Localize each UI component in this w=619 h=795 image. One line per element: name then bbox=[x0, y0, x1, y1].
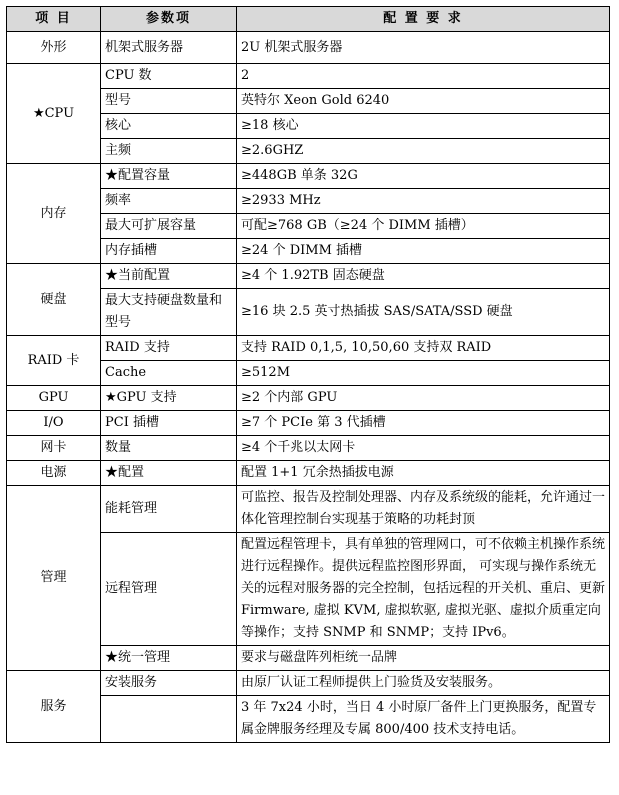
param-cell: 远程管理 bbox=[101, 533, 237, 646]
value-cell: ≥16 块 2.5 英寸热插拔 SAS/SATA/SSD 硬盘 bbox=[237, 289, 610, 336]
category-cell: 电源 bbox=[7, 461, 101, 486]
param-cell: 最大支持硬盘数量和型号 bbox=[101, 289, 237, 336]
value-cell: ≥2933 MHz bbox=[237, 189, 610, 214]
category-cell: 网卡 bbox=[7, 436, 101, 461]
table-row bbox=[7, 436, 610, 461]
category-cell: 服务 bbox=[7, 671, 101, 743]
table-row bbox=[7, 32, 610, 64]
category-cell: I/O bbox=[7, 411, 101, 436]
value-cell: 2U 机架式服务器 bbox=[237, 32, 610, 64]
param-cell: 主频 bbox=[101, 139, 237, 164]
value-cell: 配置 1+1 冗余热插拔电源 bbox=[237, 461, 610, 486]
param-cell: 能耗管理 bbox=[101, 486, 237, 533]
param-cell: ★GPU 支持 bbox=[101, 386, 237, 411]
param-cell: 型号 bbox=[101, 89, 237, 114]
value-cell: ≥4 个 1.92TB 固态硬盘 bbox=[237, 264, 610, 289]
category-cell: GPU bbox=[7, 386, 101, 411]
param-cell: ★统一管理 bbox=[101, 646, 237, 671]
param-cell: 安装服务 bbox=[101, 671, 237, 696]
value-cell: 由原厂认证工程师提供上门验货及安装服务。 bbox=[237, 671, 610, 696]
category-cell: 内存 bbox=[7, 164, 101, 264]
value-cell: 英特尔 Xeon Gold 6240 bbox=[237, 89, 610, 114]
param-cell: 频率 bbox=[101, 189, 237, 214]
table-row bbox=[7, 461, 610, 486]
category-cell: ★CPU bbox=[7, 64, 101, 164]
value-cell: ≥2 个内部 GPU bbox=[237, 386, 610, 411]
header-row bbox=[7, 7, 610, 32]
table-row bbox=[7, 64, 610, 89]
param-cell: ★配置容量 bbox=[101, 164, 237, 189]
table-row bbox=[7, 486, 610, 533]
table-row bbox=[7, 164, 610, 189]
value-cell: ≥4 个千兆以太网卡 bbox=[237, 436, 610, 461]
spec-table bbox=[6, 6, 610, 743]
table-row bbox=[7, 411, 610, 436]
value-cell: 2 bbox=[237, 64, 610, 89]
header-requirement: 配 置 要 求 bbox=[237, 7, 610, 32]
param-cell: 内存插槽 bbox=[101, 239, 237, 264]
table-row bbox=[7, 671, 610, 696]
value-cell: ≥448GB 单条 32G bbox=[237, 164, 610, 189]
value-cell: 配置远程管理卡，具有单独的管理网口，可不依赖主机操作系统进行远程操作。提供远程监控图形界面， 可实现与操作系统无关的远程对服务器的完全控制，包括远程的开关机、重启、更新 Firmware, 虚拟 KVM, 虚拟软驱, 虚拟光驱、虚拟介质重定向等操作；支持 SNMP 和 SNMP；支持 IPv6。 bbox=[237, 533, 610, 646]
value-cell: 3 年 7x24 小时，当日 4 小时原厂备件上门更换服务，配置专属金牌服务经理及专属 800/400 技术支持电话。 bbox=[237, 696, 610, 743]
table-row bbox=[7, 386, 610, 411]
value-cell: 可监控、报告及控制处理器、内存及系统级的能耗，允许通过一体化管理控制台实现基于策略的功耗封顶 bbox=[237, 486, 610, 533]
category-cell: 硬盘 bbox=[7, 264, 101, 336]
param-cell: RAID 支持 bbox=[101, 336, 237, 361]
table-row bbox=[7, 264, 610, 289]
value-cell: 要求与磁盘阵列柜统一品牌 bbox=[237, 646, 610, 671]
header-item: 项 目 bbox=[7, 7, 101, 32]
value-cell: ≥2.6GHZ bbox=[237, 139, 610, 164]
param-cell bbox=[101, 696, 237, 743]
value-cell: ≥512M bbox=[237, 361, 610, 386]
value-cell: ≥18 核心 bbox=[237, 114, 610, 139]
value-cell: ≥7 个 PCIe 第 3 代插槽 bbox=[237, 411, 610, 436]
header-param: 参数项 bbox=[101, 7, 237, 32]
category-cell: 管理 bbox=[7, 486, 101, 671]
param-cell: CPU 数 bbox=[101, 64, 237, 89]
value-cell: ≥24 个 DIMM 插槽 bbox=[237, 239, 610, 264]
param-cell: 数量 bbox=[101, 436, 237, 461]
param-cell: 核心 bbox=[101, 114, 237, 139]
value-cell: 支持 RAID 0,1,5, 10,50,60 支持双 RAID bbox=[237, 336, 610, 361]
category-cell: RAID 卡 bbox=[7, 336, 101, 386]
param-cell: ★配置 bbox=[101, 461, 237, 486]
table-row bbox=[7, 336, 610, 361]
param-cell: ★当前配置 bbox=[101, 264, 237, 289]
param-cell: PCI 插槽 bbox=[101, 411, 237, 436]
value-cell: 可配≥768 GB（≥24 个 DIMM 插槽） bbox=[237, 214, 610, 239]
param-cell: Cache bbox=[101, 361, 237, 386]
category-cell: 外形 bbox=[7, 32, 101, 64]
param-cell: 机架式服务器 bbox=[101, 32, 237, 64]
param-cell: 最大可扩展容量 bbox=[101, 214, 237, 239]
